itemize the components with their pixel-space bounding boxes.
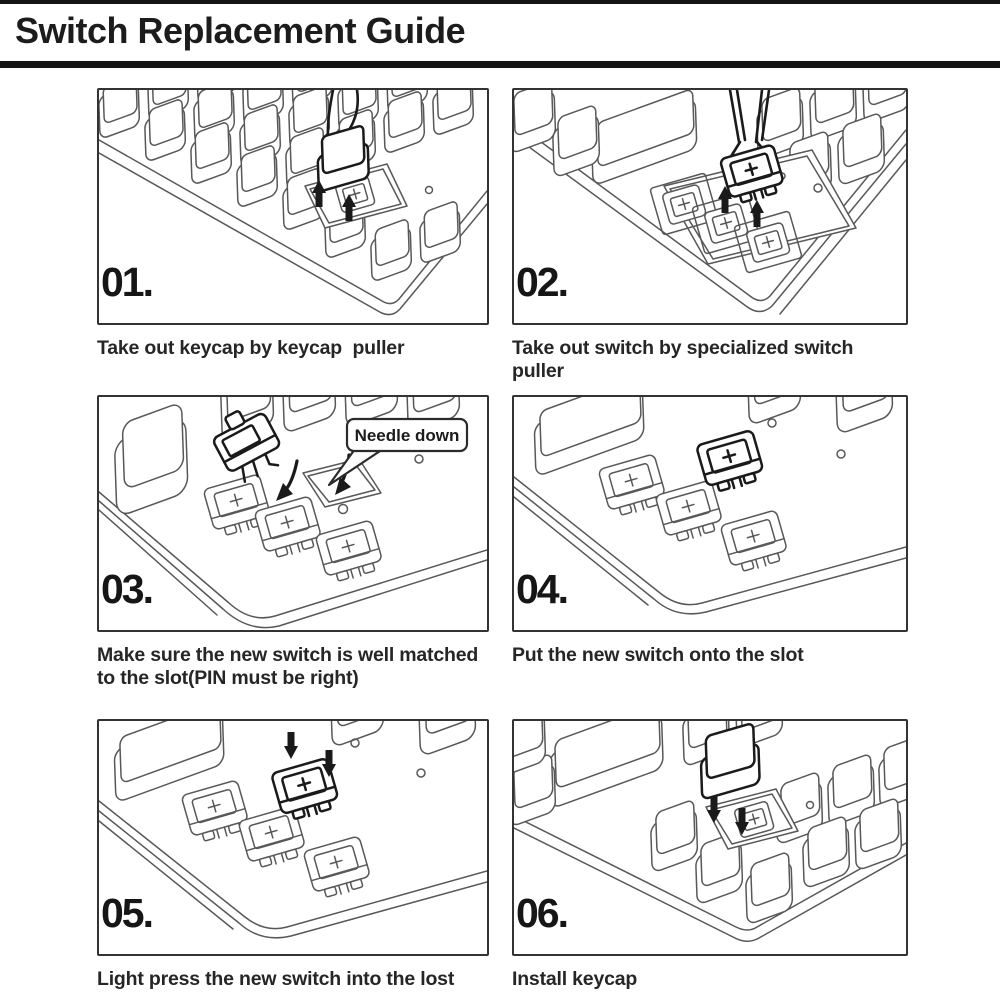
screw-hole <box>339 505 348 514</box>
step-number: 02. <box>516 259 567 305</box>
switch-on-slot-icon <box>514 397 906 630</box>
step-4 <box>512 395 908 667</box>
step-3-panel <box>97 395 489 632</box>
keyboard-line-art <box>514 90 906 314</box>
screw-hole <box>415 455 423 463</box>
switch-icon <box>181 780 251 845</box>
switch-icon <box>598 454 668 519</box>
top-black-strip <box>0 0 1000 4</box>
page-title: Switch Replacement Guide <box>15 10 466 51</box>
step-5-caption: Light press the new switch into the lost <box>97 968 455 990</box>
keyboard-keycap-puller-icon <box>99 90 487 323</box>
step-number: 05. <box>101 890 152 936</box>
screw-hole <box>417 769 425 777</box>
callout-label: Needle down <box>354 426 460 445</box>
step-3 <box>97 395 489 690</box>
screw-hole <box>426 187 433 194</box>
step-number: 01. <box>101 259 152 305</box>
step-4-caption: Put the new switch onto the slot <box>512 644 804 666</box>
step-2-panel <box>512 88 908 325</box>
screw-hole <box>768 419 776 427</box>
press-switch-icon <box>99 721 487 954</box>
step-1-caption: Take out keycap by keycap puller <box>97 337 405 359</box>
step-6-panel <box>512 719 908 956</box>
switch-over-slot-icon <box>99 397 487 630</box>
step-3-caption: Make sure the new switch is well matched to the slot(PIN must be right) <box>97 644 484 689</box>
step-6-caption: Install keycap <box>512 968 638 990</box>
step-number: 04. <box>516 566 567 612</box>
step-2 <box>512 88 908 383</box>
keyboard-line-art <box>99 90 487 315</box>
switch-icon <box>655 480 725 545</box>
switch-icon <box>303 836 373 901</box>
header-divider-bar <box>0 61 1000 68</box>
switch-icon <box>315 520 385 585</box>
screw-hole <box>837 450 845 458</box>
step-4-panel <box>512 395 908 632</box>
step-2-caption: Take out switch by specialized switch puller <box>512 337 859 382</box>
step-number: 03. <box>101 566 152 612</box>
step-1 <box>97 88 489 360</box>
switch-icon <box>720 510 790 575</box>
keyboard-switch-puller-icon <box>514 90 906 323</box>
keyboard-line-art <box>514 397 906 614</box>
step-number: 06. <box>516 890 567 936</box>
step-5-panel <box>97 719 489 956</box>
install-keycap-icon <box>514 721 906 954</box>
step-5 <box>97 719 489 991</box>
step-1-panel <box>97 88 489 325</box>
step-6 <box>512 719 908 991</box>
